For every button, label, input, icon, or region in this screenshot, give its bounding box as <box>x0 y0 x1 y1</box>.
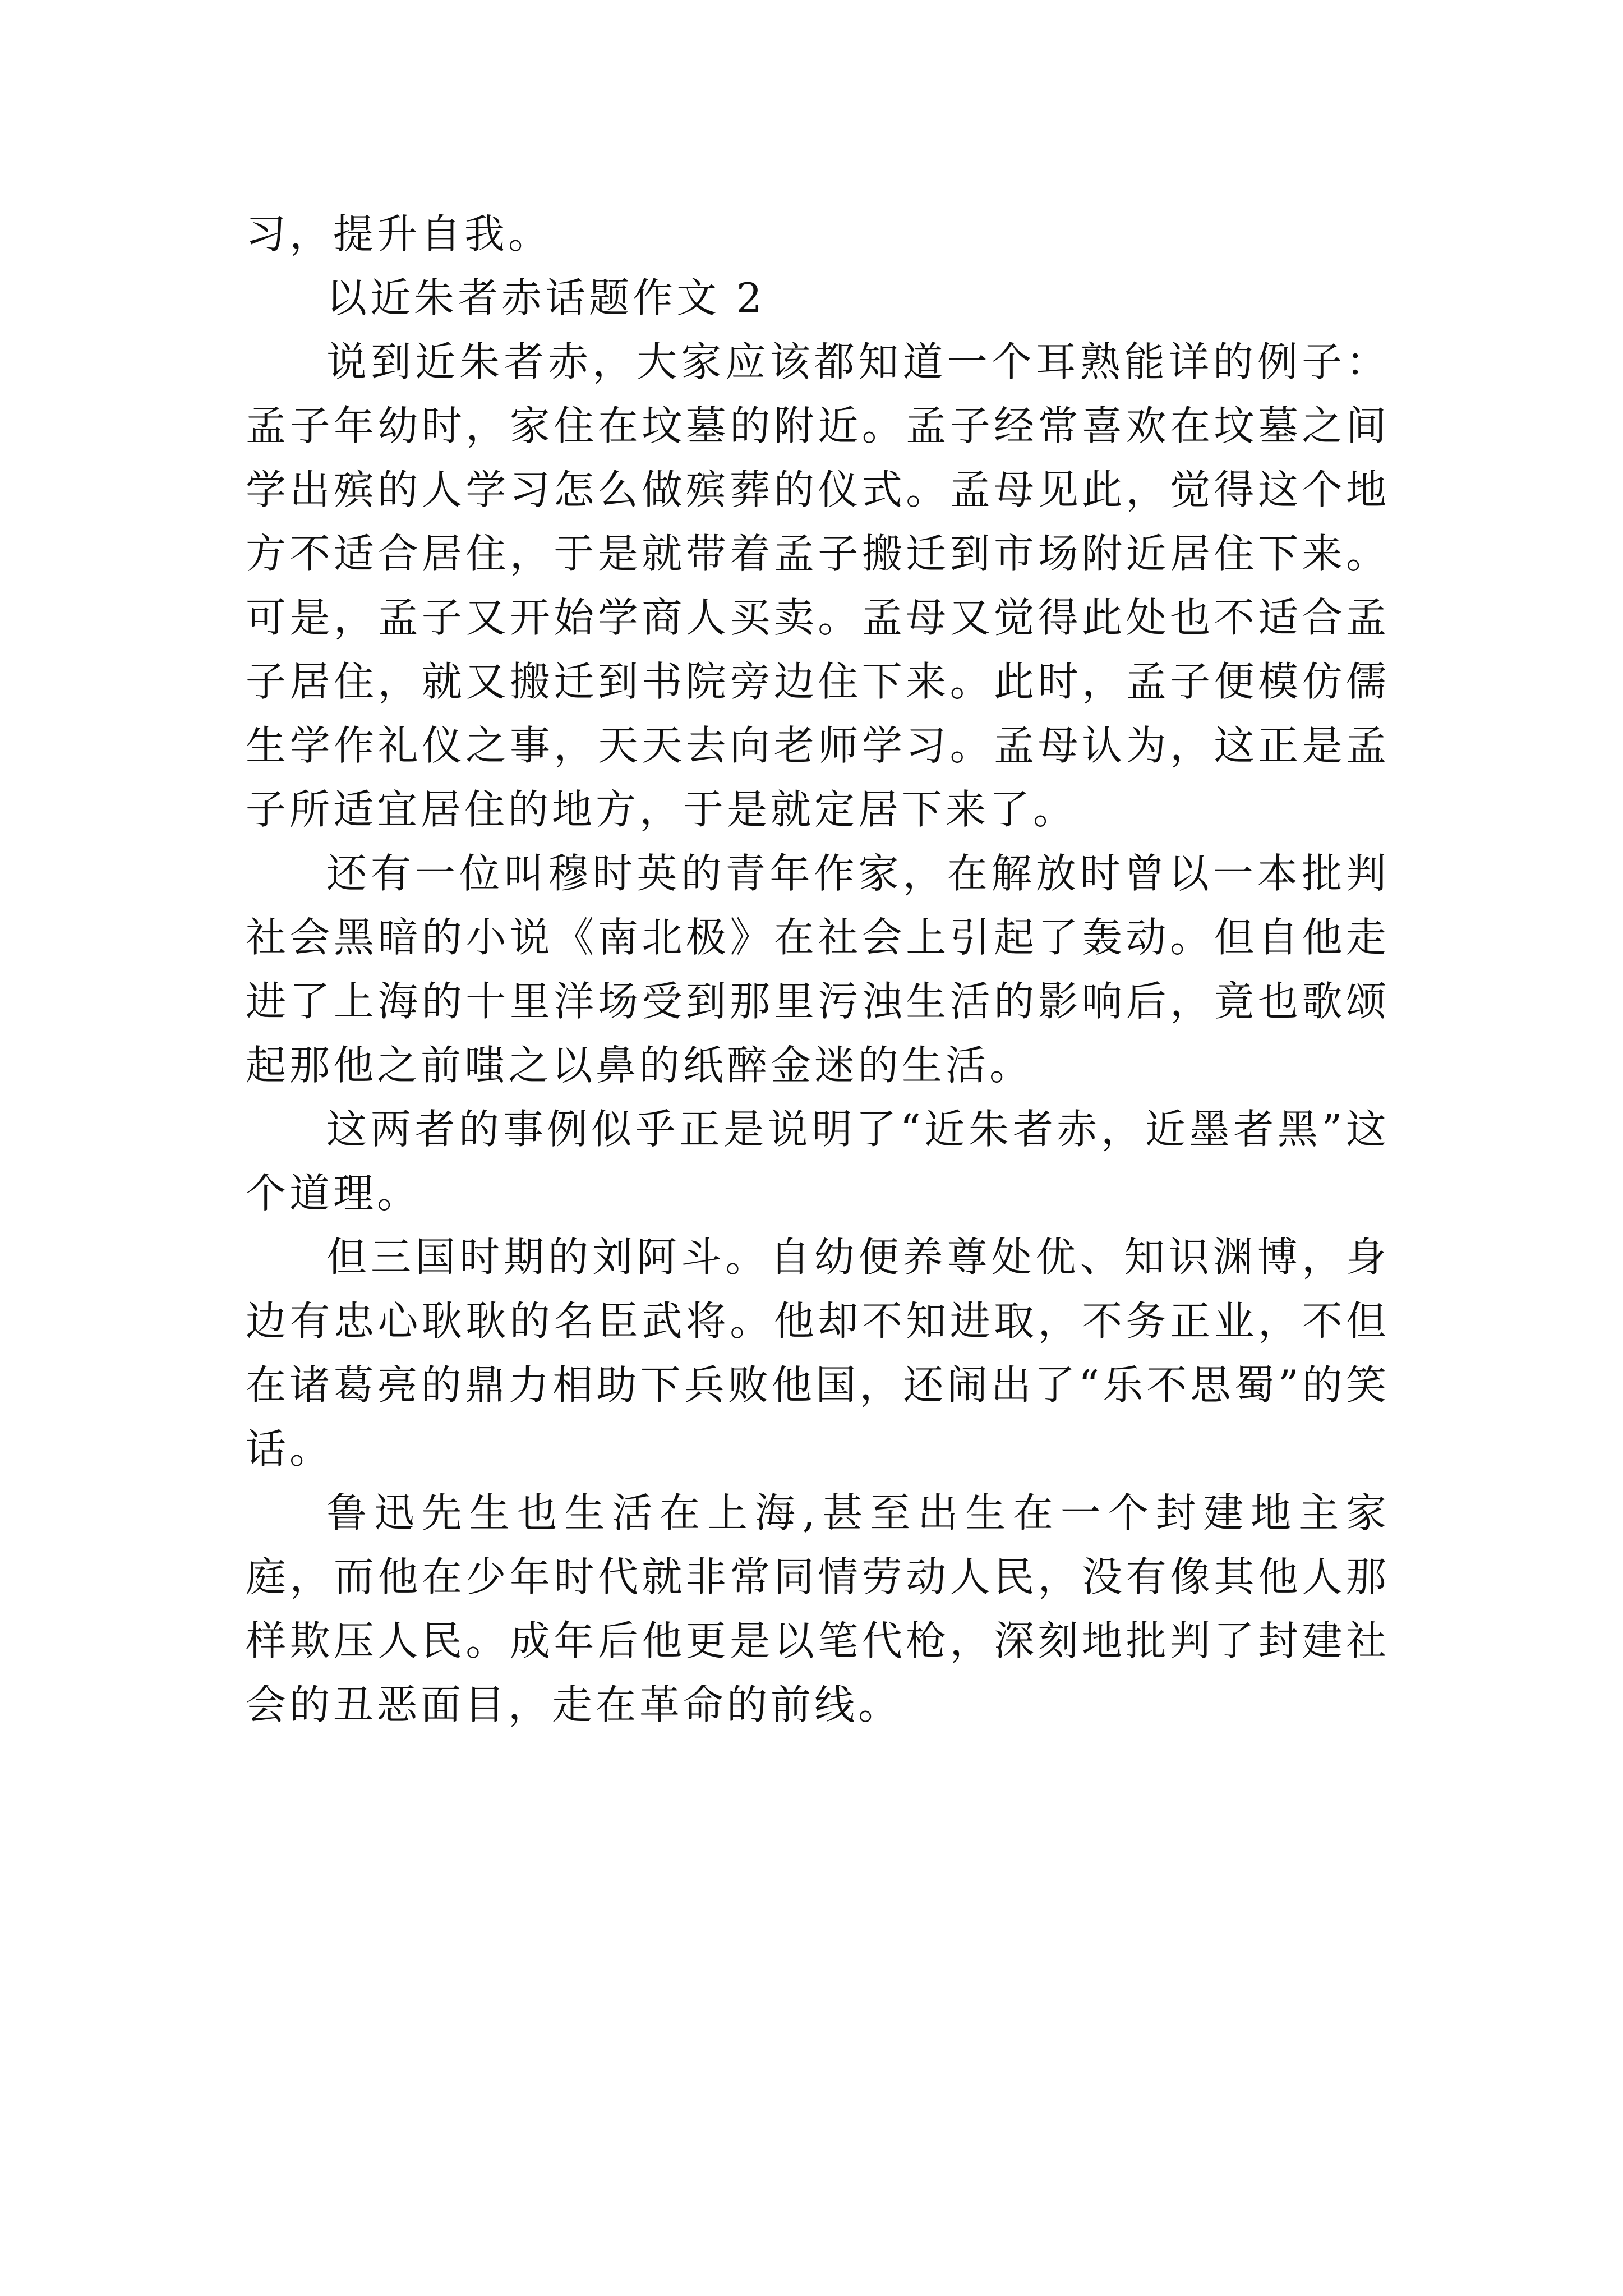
paragraph-liu-adou: 但三国时期的刘阿斗。自幼便养尊处优、知识渊博，身边有忠心耿耿的名臣武将。他却不知进取，不务正业，不但在诸葛亮的鼎力相助下兵败他国，还闹出了“乐不思蜀”的笑话。 <box>246 1234 1390 1473</box>
document-body <box>246 202 1390 1737</box>
continuation-line: 习，提升自我。 <box>246 210 552 257</box>
paragraph-mencius: 说到近朱者赤，大家应该都知道一个耳熟能详的例子：孟子年幼时，家住在坟墓的附近。孟子经常喜欢在坟墓之间学出殡的人学习怎么做殡葬的仪式。孟母见此，觉得这个地方不适合居住，于是就带着孟子搬迁到市场附近居住下来。可是，孟子又开始学商人买卖。孟母又觉得此处也不适合孟子居住，就又搬迁到书院旁边住下来。此时，孟子便模仿儒生学作礼仪之事，天天去向老师学习。孟母认为，这正是孟子所适宜居住的地方，于是就定居下来了。 <box>246 338 1390 833</box>
paragraph-lu-xun: 鲁迅先生也生活在上海,甚至出生在一个封建地主家庭，而他在少年时代就非常同情劳动人民，没有像其他人那样欺压人民。成年后他更是以笔代枪，深刻地批判了封建社会的丑恶面目，走在革命的前线。 <box>246 1489 1390 1728</box>
essay-heading: 以近朱者赤话题作文 2 <box>326 274 766 321</box>
paragraph-mu-shiying: 还有一位叫穆时英的青年作家，在解放时曾以一本批判社会黑暗的小说《南北极》在社会上引起了轰动。但自他走进了上海的十里洋场受到那里污浊生活的影响后，竟也歌颂起那他之前嗤之以鼻的纸醉金迷的生活。 <box>246 850 1390 1089</box>
paragraph-summary: 这两者的事例似乎正是说明了“近朱者赤，近墨者黑”这个道理。 <box>246 1106 1390 1217</box>
